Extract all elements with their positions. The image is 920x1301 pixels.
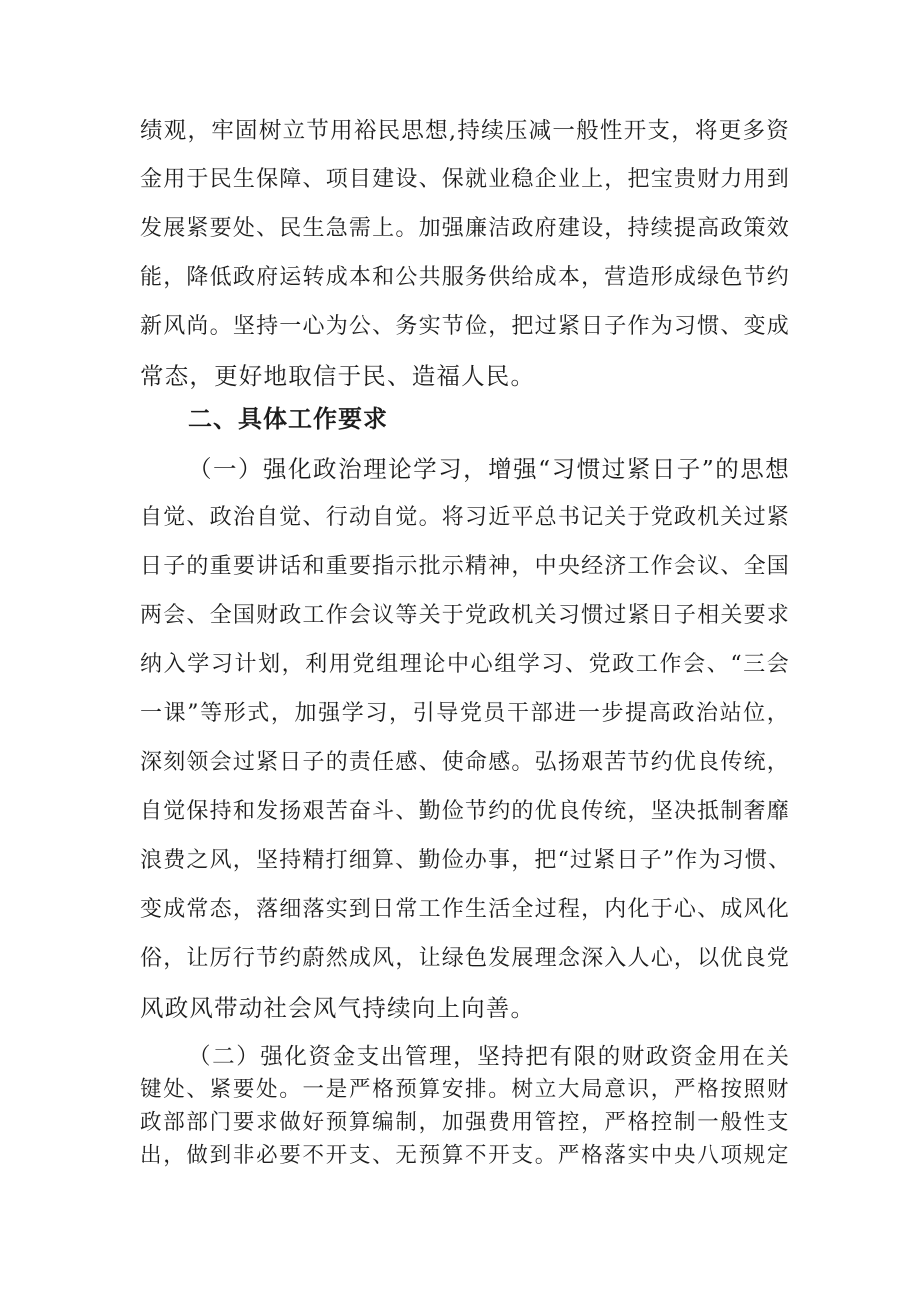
paragraph-line: 常态，更好地取信于民、造福人民。: [140, 362, 536, 390]
paragraph-line: 能，降低政府运转成本和公共服务供给成本，营造形成绿色节约: [140, 265, 790, 290]
paragraph-line: 键处、紧要处。一是严格预算安排。树立大局意识，严格按照财: [140, 1077, 790, 1102]
paragraph-line: 风政风带动社会风气持续向上向善。: [140, 994, 536, 1022]
paragraph-line: 绩观，牢固树立节用裕民思想,持续压减一般性开支，将更多资: [140, 118, 790, 144]
paragraph-line: 自觉保持和发扬艰苦奋斗、勤俭节约的优良传统，坚决抵制奢靡: [140, 799, 790, 824]
paragraph-line: 俗，让厉行节约蔚然成风，让绿色发展理念深入人心，以优良党: [140, 946, 790, 971]
paragraph-line: 出，做到非必要不开支、无预算不开支。严格落实中央八项规定: [140, 1143, 790, 1168]
paragraph-line: 两会、全国财政工作会议等关于党政机关习惯过紧日子相关要求: [140, 603, 790, 628]
paragraph-line: 变成常态，落细落实到日常工作生活全过程，内化于心、成风化: [140, 897, 790, 922]
paragraph-line: 浪费之风，坚持精打细算、勤俭办事，把“过紧日子”作为习惯、: [140, 848, 792, 873]
section-heading: 二、具体工作要求: [188, 405, 388, 433]
paragraph-line: （一）强化政治理论学习，增强“习惯过紧日子”的思想: [188, 455, 790, 483]
paragraph-line: 深刻领会过紧日子的责任感、使命感。弘扬艰苦节约优良传统，: [140, 750, 790, 775]
paragraph-line: 发展紧要处、民生急需上。加强廉洁政府建设，持续提高政策效: [140, 216, 790, 241]
paragraph-line: 自觉、政治自觉、行动自觉。将习近平总书记关于党政机关过紧: [140, 505, 790, 530]
paragraph-line: （二）强化资金支出管理，坚持把有限的财政资金用在关: [188, 1044, 791, 1070]
paragraph-line: 政部部门要求做好预算编制，加强费用管控，严格控制一般性支: [140, 1110, 790, 1135]
paragraph-line: 纳入学习计划，利用党组理论中心组学习、党政工作会、“三会: [140, 652, 790, 677]
paragraph-line: 日子的重要讲话和重要指示批示精神，中央经济工作会议、全国: [140, 554, 790, 579]
paragraph-line: 一课”等形式，加强学习，引导党员干部进一步提高政治站位，: [140, 701, 790, 726]
paragraph-line: 新风尚。坚持一心为公、务实节俭，把过紧日子作为习惯、变成: [140, 314, 790, 339]
paragraph-line: 金用于民生保障、项目建设、保就业稳企业上，把宝贵财力用到: [140, 167, 790, 192]
